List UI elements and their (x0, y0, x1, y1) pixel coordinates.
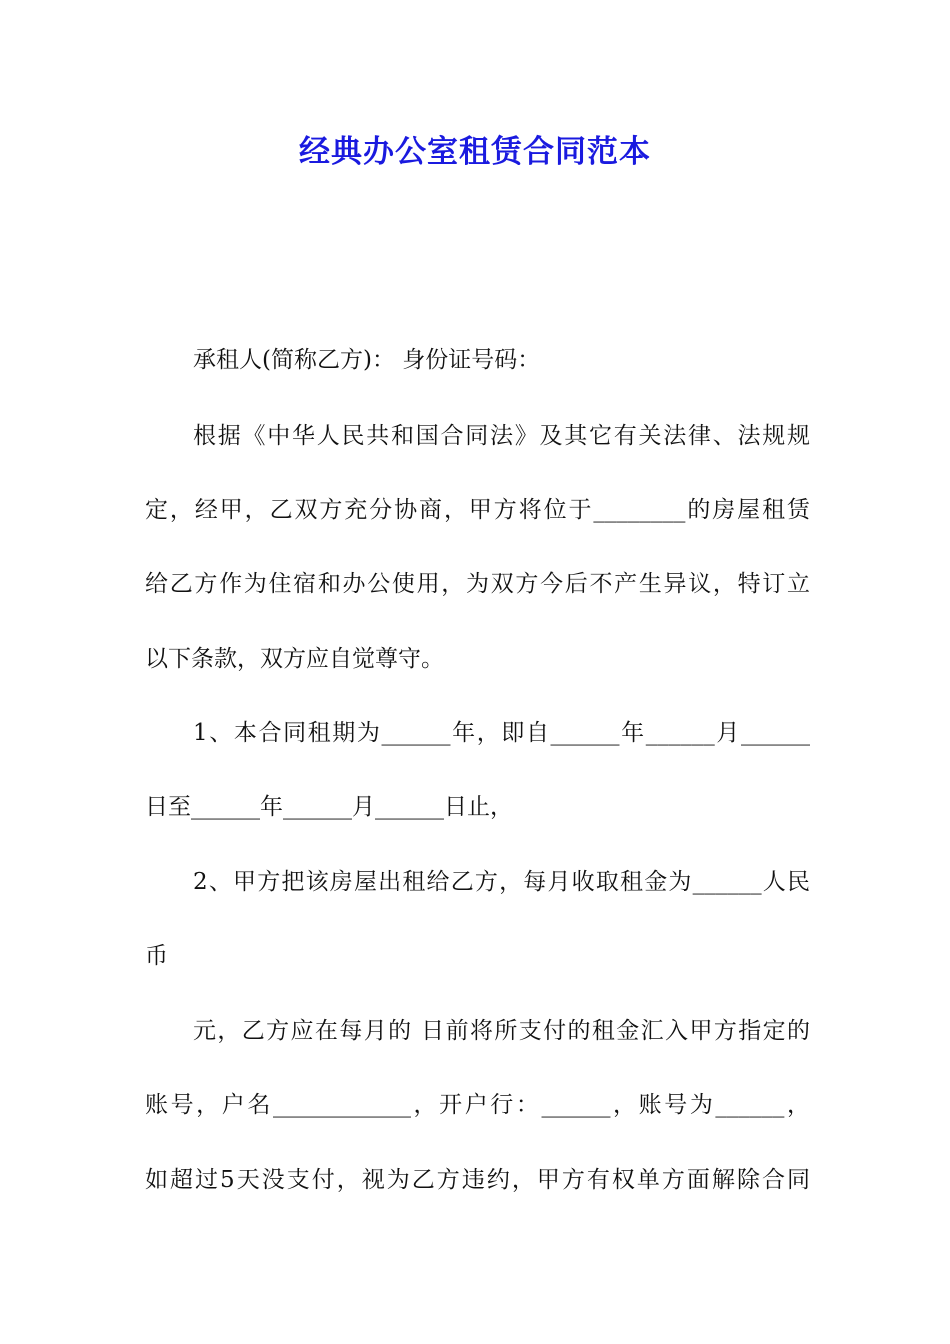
paragraph-line: 根据《中华人民共和国合同法》及其它有关法律、法规规 (193, 423, 810, 449)
clause-2-line: 币 (145, 943, 168, 969)
clause-2-line: 2、甲方把该房屋出租给乙方，每月收取租金为______人民 (193, 869, 810, 895)
paragraph-line: 以下条款，双方应自觉尊守。 (145, 646, 444, 672)
clause-1-line: 1、本合同租期为______年，即自______年______月______ (193, 720, 810, 746)
clause-2-line: 元，乙方应在每月的 日前将所支付的租金汇入甲方指定的 (193, 1018, 810, 1044)
document-title: 经典办公室租赁合同范本 (299, 134, 651, 170)
clause-2-line: 如超过5天没支付，视为乙方违约，甲方有权单方面解除合同 (145, 1167, 810, 1193)
clause-1-line: 日至______年______月______日止， (145, 794, 513, 820)
tenant-info-line: 承租人(简称乙方)： 身份证号码： (193, 347, 541, 373)
clause-2-line: 账号，户名____________，开户行：______，账号为______， (145, 1092, 810, 1118)
paragraph-line: 给乙方作为住宿和办公使用，为双方今后不产生异议，特订立 (145, 571, 810, 597)
paragraph-line: 定，经甲，乙双方充分协商，甲方将位于________的房屋租赁 (145, 497, 810, 523)
